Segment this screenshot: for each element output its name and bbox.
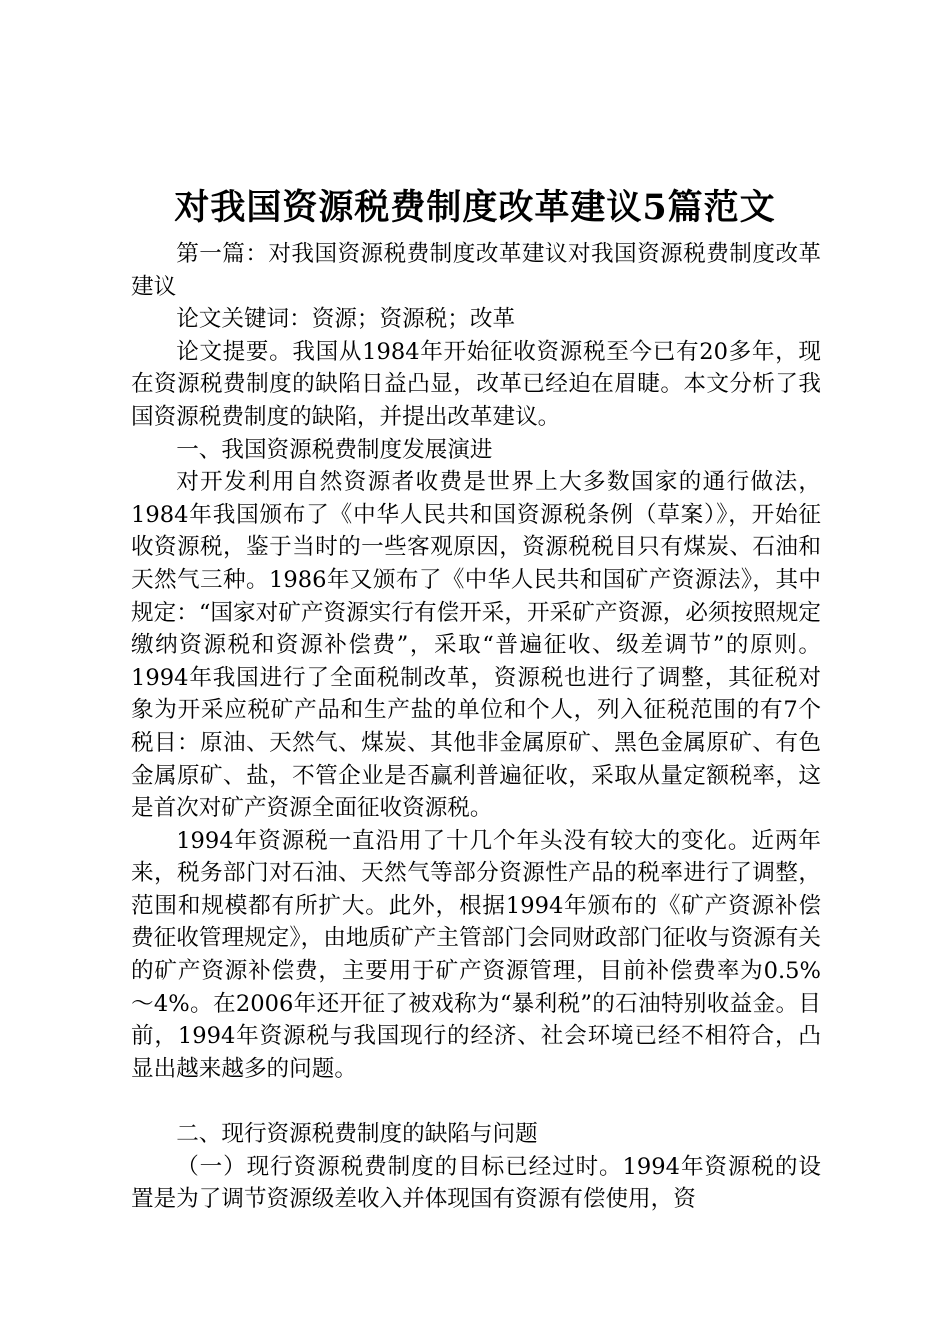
- paragraph-recent-changes: 1994年资源税一直沿用了十几个年头没有较大的变化。近两年来，税务部门对石油、天然气等部分资源性产品的税率进行了调整，范围和规模都有所扩大。此外，根据1994年颁布的《矿产资源补偿费征收管理规定》，由地质矿产主管部门会同财政部门征收与资源有关的矿产资源补偿费，主要用于矿产资源管理，目前补偿费率为0.5%～4%。在2006年还开征了被戏称为“暴利税”的石油特别收益金。目前，1994年资源税与我国现行的经济、社会环境已经不相符合，凸显出越来越多的问题。: [131, 827, 821, 1082]
- paragraph-history: 对开发利用自然资源者收费是世界上大多数国家的通行做法，1984年我国颁布了《中华人民共和国资源税条例（草案）》，开始征收资源税，鉴于当时的一些客观原因，资源税税目只有煤炭、石油和天然气三种。1986年又颁布了《中华人民共和国矿产资源法》，其中规定：“国家对矿产资源实行有偿开采，开采矿产资源，必须按照规定缴纳资源税和资源补偿费”，采取“普遍征收、级差调节”的原则。1994年我国进行了全面税制改革，资源税也进行了调整，其征税对象为开采应税矿产品和生产盐的单位和个人，列入征税范围的有7个税目：原油、天然气、煤炭、其他非金属原矿、黑色金属原矿、有色金属原矿、盐，不管企业是否赢利普遍征收，采取从量定额税率，这是首次对矿产资源全面征收资源税。: [131, 469, 821, 822]
- section-heading-2: 二、现行资源税费制度的缺陷与问题: [176, 1121, 538, 1148]
- paragraph-first-article-heading: 第一篇：对我国资源税费制度改革建议对我国资源税费制度改革建议: [131, 241, 821, 300]
- paragraph-keywords: 论文关键词：资源；资源税；改革: [176, 306, 516, 333]
- paragraph-subsection-1: （一）现行资源税费制度的目标已经过时。1994年资源税的设置是为了调节资源级差收入并体现国有资源有偿使用，资: [131, 1153, 821, 1213]
- section-heading-1: 一、我国资源税费制度发展演进: [176, 436, 493, 463]
- document-title: 对我国资源税费制度改革建议5篇范文: [174, 187, 776, 228]
- document-body: [131, 238, 821, 1216]
- paragraph-abstract: 论文提要。我国从1984年开始征收资源税至今已有20多年，现在资源税费制度的缺陷日益凸显，改革已经迫在眉睫。本文分析了我国资源税费制度的缺陷，并提出改革建议。: [131, 338, 821, 430]
